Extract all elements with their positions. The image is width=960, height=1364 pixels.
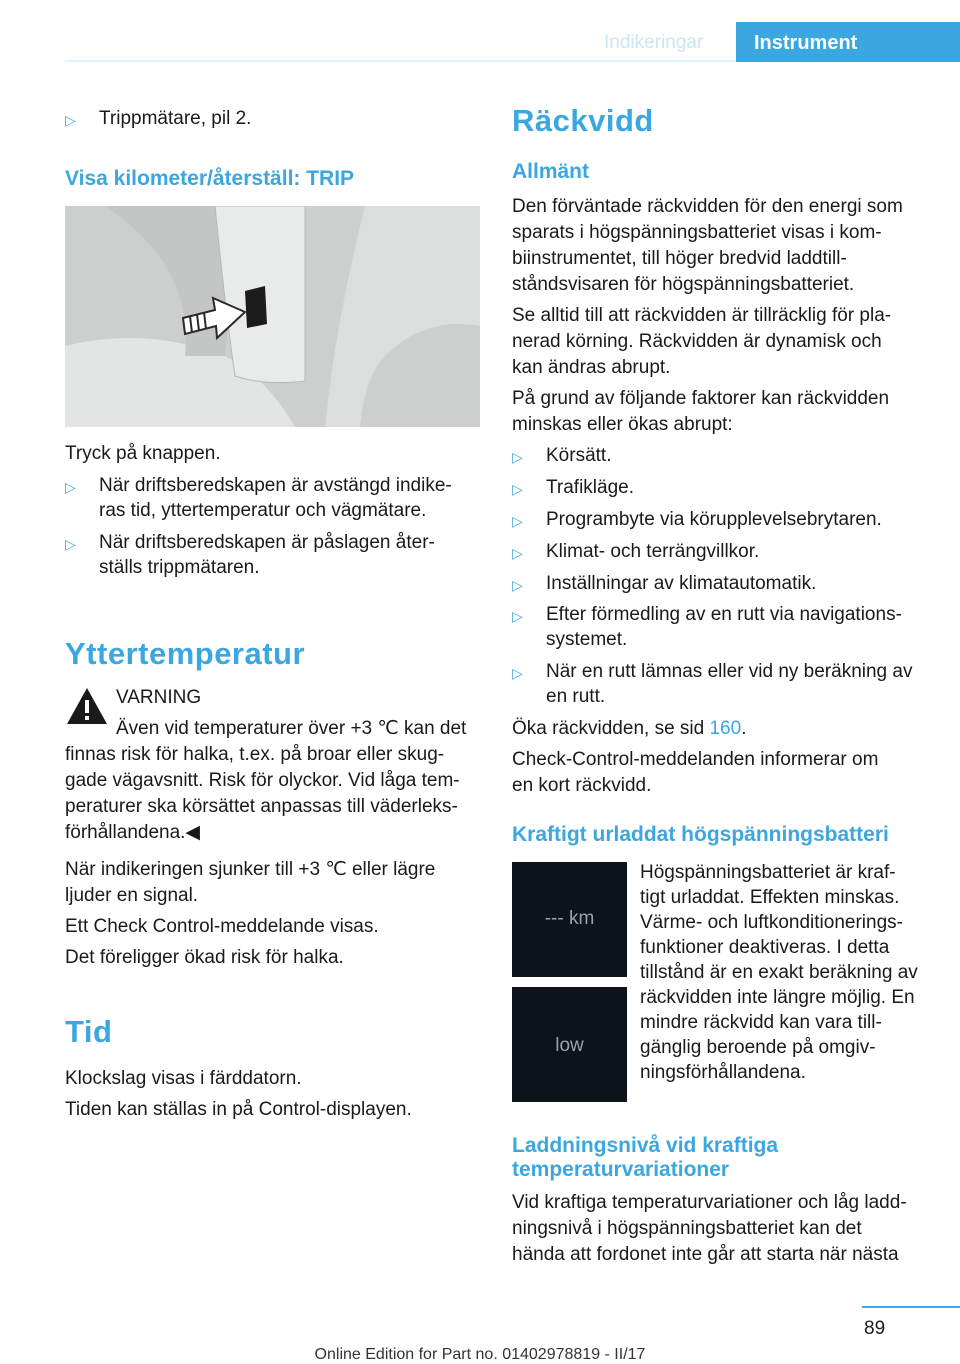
body-text: Klockslag visas i färddatorn. [65,1068,302,1089]
tab-instrument[interactable]: Instrument [736,22,960,62]
body-text: en kort räckvidd. [512,775,652,796]
bullet-triangle-icon: ▷ [512,449,523,465]
footer-edition: Online Edition for Part no. 01402978819 - II/17 [314,1346,646,1363]
tab-indikeringar[interactable]: Indikeringar [604,32,704,53]
bullet-triangle-icon: ▷ [65,112,76,128]
list-item: ▷ Programbyte via körupplevelsebrytaren. [512,507,882,534]
body-text: Vid kraftiga temperaturvariationer och låg ladd- [512,1192,907,1213]
list-item [65,106,480,133]
range-display-km: --- km [512,862,627,977]
list-item: ▷ Inställningar av klimatautomatik. [512,571,816,598]
warning-line: förhållandena.◀ [65,822,201,843]
list-item: ▷ Trafikläge. [512,475,634,502]
section-heading-rackvidd: Räckvidd [512,103,654,138]
footer-rule [862,1306,960,1308]
subheading-kraftigt: Kraftigt urladdat högspänningsbatteri [512,823,889,846]
list-item: ▷ När driftsberedskapen är påslagen åter- ställs trippmätaren. [65,532,435,578]
warning-line: finnas risk för halka, t.ex. på broar eller skug- [65,744,445,765]
body-text: gänglig beroende på omgiv- [640,1037,876,1058]
body-text: hända att fordonet inte går att starta när nästa [512,1244,899,1265]
list-item: ▷ Körsätt. [512,443,611,470]
list-item: ▷ Efter förmedling av en rutt via navigations- systemet. [512,604,902,650]
body-text: Ett Check Control-meddelande visas. [65,916,379,937]
subheading-allmant: Allmänt [512,160,590,183]
body-text: Check-Control-meddelanden informerar om [512,749,879,770]
body-text: Högspänningsbatteriet är kraf- [640,862,896,883]
body-text: Den förväntade räckvidden för den energi som [512,196,903,217]
body-text: Se alltid till att räckvidden är tillräcklig för pla- [512,305,892,326]
body-text: tillstånd är en exakt beräkning av [640,962,918,983]
body-text: ljuder en signal. [65,885,199,906]
bullet-triangle-icon: ▷ [512,513,523,529]
body-text: Öka räckvidden, se sid 160. [512,718,747,739]
bullet-triangle-icon: ▷ [65,536,76,552]
warning-title: VARNING [116,687,202,708]
body-text: Värme- och luftkonditionerings- [640,912,903,933]
body-text: ståndsvisaren för högspänningsbatteriet. [512,274,855,295]
body-text: minskas eller ökas abrupt: [512,414,733,435]
body-text: kan ändras abrupt. [512,357,671,378]
warning-line: gade vägavsnitt. Risk för olyckor. Vid låga tem- [65,770,460,791]
subheading-laddningsniva: Laddningsnivå vid kraftiga temperaturvariationer [512,1134,779,1181]
section-heading-yttertemperatur: Yttertemperatur [65,636,306,671]
bullet-triangle-icon: ▷ [512,665,523,681]
body-text: När indikeringen sjunker till +3 ℃ eller lägre [65,859,436,880]
body-text: mindre räckvidd kan vara till- [640,1012,882,1033]
body-text: Det föreligger ökad risk för halka. [65,947,344,968]
bullet-triangle-icon: ▷ [512,577,523,593]
section-heading-trip: Visa kilometer/återställ: TRIP [65,167,355,190]
body-text: räckvidden inte längre möjlig. En [640,987,915,1008]
body-text: nerad körning. Räckvidden är dynamisk och [512,331,882,352]
bullet-text: Trippmätare, pil 2. [99,108,252,129]
page-number: 89 [864,1318,886,1339]
list-item: ▷ Klimat- och terrängvillkor. [512,539,759,566]
section-heading-tid: Tid [65,1014,113,1049]
bullet-triangle-icon: ▷ [65,479,76,495]
instruction-text: Tryck på knappen. [65,443,221,464]
trip-button-photo [65,206,480,427]
body-text: ningsförhållandena. [640,1062,806,1083]
body-text: På grund av följande faktorer kan räckvidden [512,388,890,409]
bullet-triangle-icon: ▷ [512,608,523,624]
list-item: ▷ När en rutt lämnas eller vid ny beräkning av en rutt. [512,661,913,707]
warning-line: peraturer ska körsättet anpassas till väderleks- [65,796,458,817]
range-display-low: low [512,987,627,1102]
body-text: ningsnivå i högspänningsbatteriet kan det [512,1218,862,1239]
list-item: ▷ När driftsberedskapen är avstängd indike- ras tid, yttertemperatur och vägmätare. [65,475,452,521]
warning-line: Även vid temperaturer över +3 ℃ kan det [116,718,467,739]
warning-icon [65,686,109,726]
body-text: sparats i högspänningsbatteriet visas i kom- [512,222,882,243]
bullet-triangle-icon: ▷ [512,545,523,561]
page-link[interactable]: 160 [709,718,742,739]
body-text: funktioner deaktiveras. I detta [640,937,890,958]
body-text: tigt urladdat. Effekten minskas. [640,887,900,908]
body-text: Tiden kan ställas in på Control-displayen. [65,1099,412,1120]
bullet-triangle-icon: ▷ [512,481,523,497]
body-text: biinstrumentet, till höger bredvid laddtill- [512,248,847,269]
